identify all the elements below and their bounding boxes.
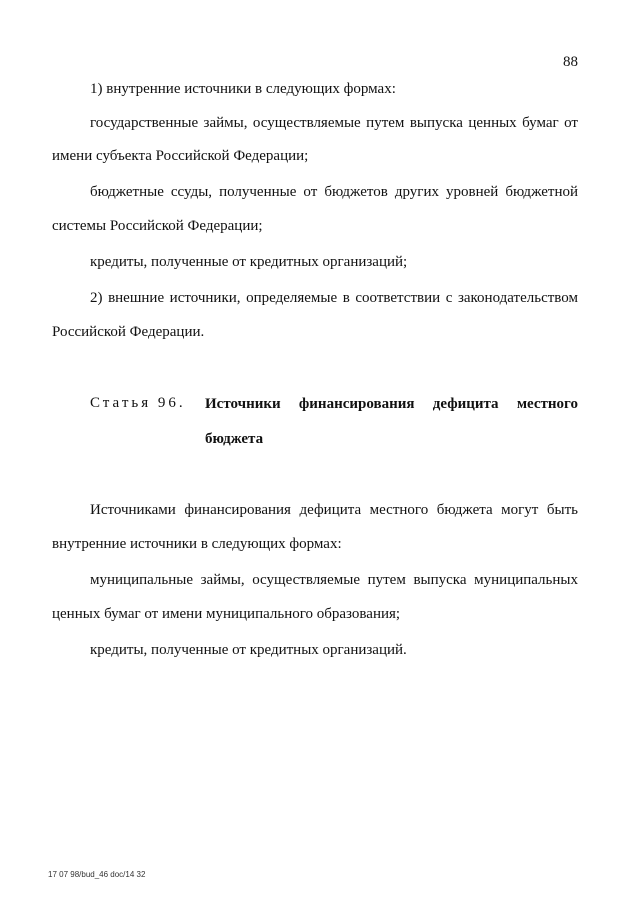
- article-paragraph-municipal-loans-line2: ценных бумаг от имени муниципального образования;: [52, 606, 401, 622]
- paragraph-budget-loans-line1: бюджетные ссуды, полученные от бюджетов других уровней бюджетной: [90, 184, 578, 200]
- paragraph-state-loans-line2: имени субъекта Российской Федерации;: [52, 148, 309, 164]
- paragraph-budget-loans-line2: системы Российской Федерации;: [52, 218, 263, 234]
- article-paragraph-municipal-loans-line1: муниципальные займы, осуществляемые путем выпуска муниципальных: [90, 572, 578, 588]
- article-paragraph-sources-line1: Источниками финансирования дефицита местного бюджета могут быть: [90, 502, 578, 518]
- article-title-line1: Источники финансирования дефицита местного: [205, 396, 578, 412]
- paragraph-credits: кредиты, полученные от кредитных организаций;: [90, 254, 408, 270]
- document-footer: 17 07 98/bud_46 doc/14 32: [48, 870, 146, 879]
- paragraph-internal-sources: 1) внутренние источники в следующих формах:: [90, 81, 396, 97]
- paragraph-external-sources-line2: Российской Федерации.: [52, 324, 205, 340]
- article-number: Статья 96.: [90, 395, 186, 411]
- article-title-line2: бюджета: [205, 431, 264, 447]
- article-paragraph-sources-line2: внутренние источники в следующих формах:: [52, 536, 342, 552]
- page-number: 88: [563, 54, 578, 70]
- paragraph-state-loans-line1: государственные займы, осуществляемые путем выпуска ценных бумаг от: [90, 115, 578, 131]
- article-paragraph-credits: кредиты, полученные от кредитных организаций.: [90, 642, 407, 658]
- paragraph-external-sources-line1: 2) внешние источники, определяемые в соответствии с законодательством: [90, 290, 578, 306]
